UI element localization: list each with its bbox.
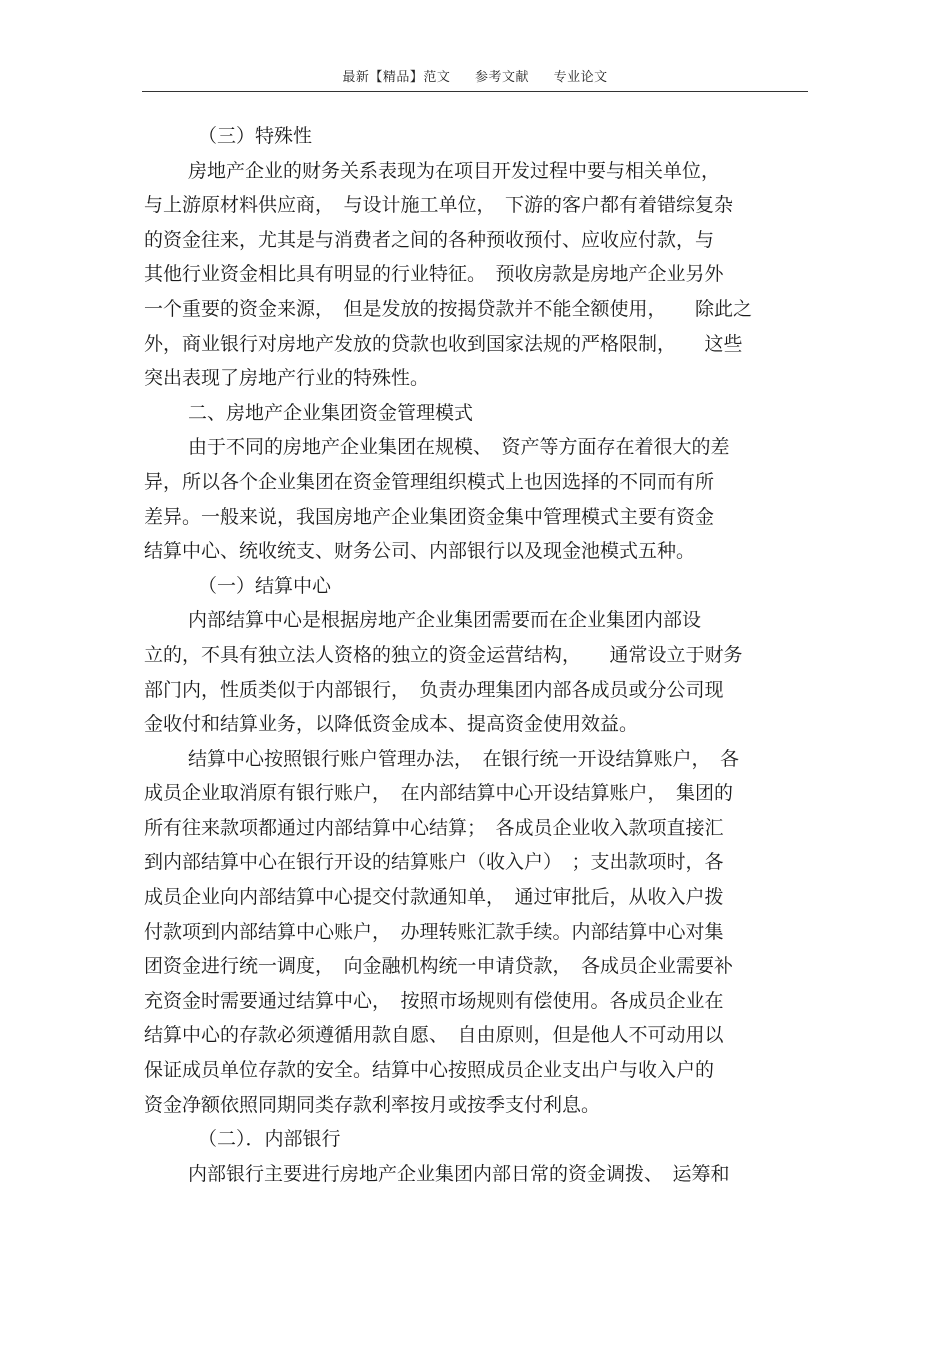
text-line: 内部银行主要进行房地产企业集团内部日常的资金调拨、 运筹和 bbox=[188, 1162, 730, 1185]
text-line: 付款项到内部结算中心账户， 办理转账汇款手续。内部结算中心对集 bbox=[144, 920, 724, 943]
text-line: 突出表现了房地产行业的特殊性。 bbox=[144, 367, 430, 390]
text-line: 结算中心、统收统支、财务公司、内部银行以及现金池模式五种。 bbox=[144, 540, 696, 563]
text-line: 的资金往来，尤其是与消费者之间的各种预收预付、应收应付款，与 bbox=[144, 228, 715, 251]
text-line: 立的，不具有独立法人资格的独立的资金运营结构， 通常设立于财务 bbox=[144, 643, 743, 666]
header-item-lunwen: 专业论文 bbox=[553, 70, 608, 85]
text-line: 异，所以各个企业集团在资金管理组织模式上也因选择的不同而有所 bbox=[144, 470, 715, 493]
text-line: 充资金时需要通过结算中心， 按照市场规则有偿使用。各成员企业在 bbox=[144, 989, 724, 1012]
text-line: 房地产企业的财务关系表现为在项目开发过程中要与相关单位， bbox=[188, 159, 721, 182]
text-line: 外，商业银行对房地产发放的贷款也收到国家法规的严格限制， 这些 bbox=[144, 332, 743, 355]
page-header bbox=[0, 66, 950, 85]
text-line: （三）特殊性 bbox=[198, 125, 313, 147]
text-line: 与上游原材料供应商， 与设计施工单位， 下游的客户都有着错综复杂 bbox=[144, 194, 734, 217]
text-line: 到内部结算中心在银行开设的结算账户（收入户） ；支出款项时，各 bbox=[144, 851, 724, 874]
header-item-fanwen: 最新【精品】范文 bbox=[342, 70, 451, 85]
text-line: 结算中心的存款必须遵循用款自愿、 自由原则，但是他人不可动用以 bbox=[144, 1024, 724, 1047]
text-line: 所有往来款项都通过内部结算中心结算； 各成员企业收入款项直接汇 bbox=[144, 816, 724, 839]
text-line: （二）．内部银行 bbox=[198, 1128, 341, 1151]
text-line: （一）结算中心 bbox=[198, 574, 332, 597]
text-line: 二、房地产企业集团资金管理模式 bbox=[188, 401, 474, 424]
text-line: 部门内，性质类似于内部银行， 负责办理集团内部各成员或分公司现 bbox=[144, 678, 724, 701]
text-line: 结算中心按照银行账户管理办法， 在银行统一开设结算账户， 各 bbox=[188, 747, 740, 770]
text-line: 内部结算中心是根据房地产企业集团需要而在企业集团内部设 bbox=[188, 609, 702, 632]
text-line: 保证成员单位存款的安全。结算中心按照成员企业支出户与收入户的 bbox=[144, 1059, 715, 1082]
text-line: 差异。一般来说，我国房地产企业集团资金集中管理模式主要有资金 bbox=[144, 505, 715, 528]
text-line: 金收付和结算业务，以降低资金成本、提高资金使用效益。 bbox=[144, 713, 639, 736]
text-line: 资金净额依照同期同类存款利率按月或按季支付利息。 bbox=[144, 1093, 601, 1116]
document-body bbox=[144, 119, 808, 1191]
header-item-cankao: 参考文献 bbox=[474, 70, 529, 85]
text-line: 团资金进行统一调度， 向金融机构统一申请贷款， 各成员企业需要补 bbox=[144, 955, 734, 978]
header-rule bbox=[142, 91, 808, 92]
text-line: 一个重要的资金来源， 但是发放的按揭贷款并不能全额使用， 除此之 bbox=[144, 297, 753, 320]
text-line: 由于不同的房地产企业集团在规模、 资产等方面存在着很大的差 bbox=[188, 436, 730, 459]
text-line: 成员企业向内部结算中心提交付款通知单， 通过审批后，从收入户拨 bbox=[144, 886, 724, 909]
text-line: 其他行业资金相比具有明显的行业特征。 预收房款是房地产企业另外 bbox=[144, 263, 724, 286]
text-line: 成员企业取消原有银行账户， 在内部结算中心开设结算账户， 集团的 bbox=[144, 782, 734, 805]
